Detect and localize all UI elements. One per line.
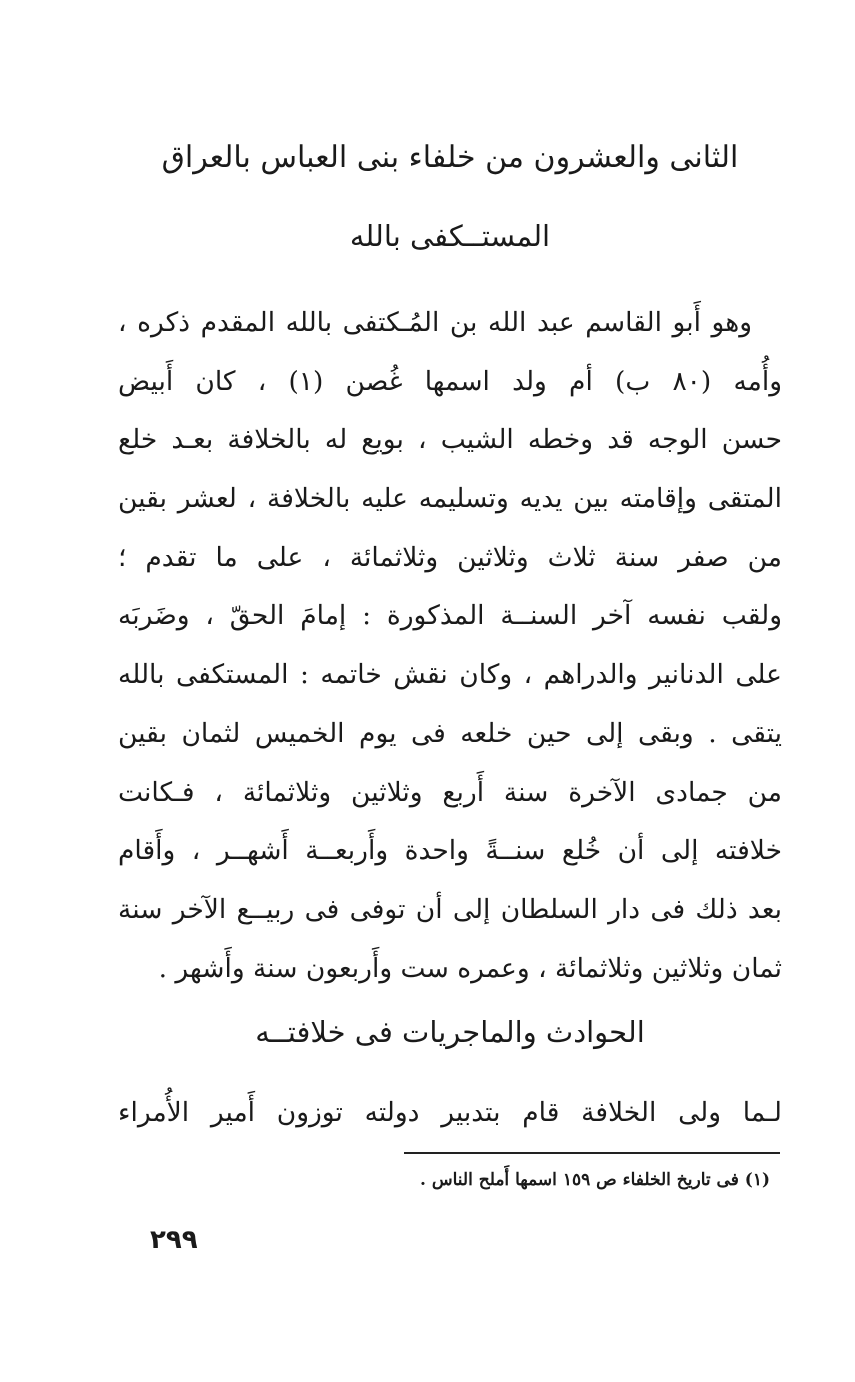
text-line: ولقب نفسه آخر السنــة المذكورة : إمامَ الحقّ ، وضَربَه — [118, 600, 782, 632]
text-line: ثمان وثلاثين وثلاثمائة ، وعمره ست وأَربعون سنة وأَشهر . — [158, 952, 782, 984]
chapter-heading: الثانى والعشرون من خلفاء بنى العباس بالعراق — [161, 140, 739, 175]
continuation-line: لـما ولى الخلافة قام بتدبير دولته توزون أَمير الأُمراء — [118, 1097, 782, 1128]
text-line: المتقى وإقامته بين يديه وتسليمه عليه بالخلافة ، لعشر بقين — [118, 483, 782, 515]
text-line: من صفر سنة ثلاث وثلاثين وثلاثمائة ، على ما تقدم ؛ — [118, 541, 782, 573]
footnote-divider — [404, 1152, 780, 1154]
ruler-name-heading: المستــكفى بالله — [349, 219, 551, 253]
text-line: على الدنانير والدراهم ، وكان نقش خاتمه : المستكفى بالله — [118, 659, 782, 691]
text-line: حسن الوجه قد وخطه الشيب ، بويع له بالخلافة بعـد خلع — [118, 424, 782, 456]
text-line: بعد ذلك فى دار السلطان إلى أن توفى فى ربيــع الآخر سنة — [118, 893, 782, 925]
footnote: (١) فى تاريخ الخلفاء ص ١٥٩ اسمها أَملح الناس . — [420, 1170, 770, 1190]
body-paragraph — [118, 294, 782, 998]
page-number: ٢٩٩ — [150, 1225, 198, 1255]
text-line: من جمادى الآخرة سنة أَربع وثلاثين وثلاثمائة ، فـكانت — [118, 776, 782, 808]
text-line: وأُمه (٨٠ ب) أم ولد اسمها غُصن (١) ، كان أَبيض — [118, 365, 782, 397]
text-line: وهو أَبو القاسم عبد الله بن المُـكتفى بالله المقدم ذكره ، — [118, 307, 752, 338]
text-line: خلافته إلى أن خُلع سنــةً واحدة وأَربعــة أَشهــر ، وأَقام — [118, 835, 782, 867]
text-line: يتقى . وبقى إلى حين خلعه فى يوم الخميس لثمان بقين — [118, 717, 782, 749]
section-heading: الحوادث والماجريات فى خلافتــه — [255, 1015, 645, 1049]
